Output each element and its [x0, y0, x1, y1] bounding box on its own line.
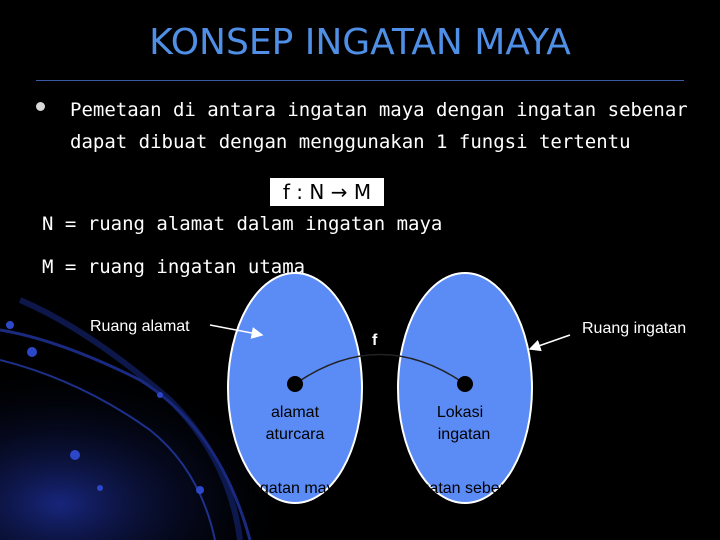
definition-m: M = ruang ingatan utama [42, 256, 306, 278]
bullet-text: Pemetaan di antara ingatan maya dengan ingatan sebenar dapat dibuat dengan menggunakan 1 fungsi tertentu [70, 99, 688, 153]
caption-ingatan-maya: Ingatan maya [246, 480, 344, 497]
address-point [287, 376, 303, 392]
left-inner-line1: alamat [270, 404, 320, 421]
label-ruang-ingatan: Ruang ingatan [582, 320, 687, 337]
ruang-ingatan-arrow [530, 335, 570, 349]
definition-n: N = ruang alamat dalam ingatan maya [42, 213, 443, 235]
right-inner-line2: ingatan [437, 426, 491, 443]
slide-title: KONSEP INGATAN MAYA [149, 22, 571, 63]
mapping-formula: f : N → M [270, 178, 384, 206]
label-f: f [372, 332, 378, 349]
left-inner-line2: aturcara [265, 426, 325, 443]
label-ruang-alamat: Ruang alamat [90, 318, 190, 335]
right-inner-line1: Lokasi [436, 404, 484, 421]
caption-ingatan-sebenar: Ingatan sebenar [407, 480, 523, 497]
location-point [457, 376, 473, 392]
